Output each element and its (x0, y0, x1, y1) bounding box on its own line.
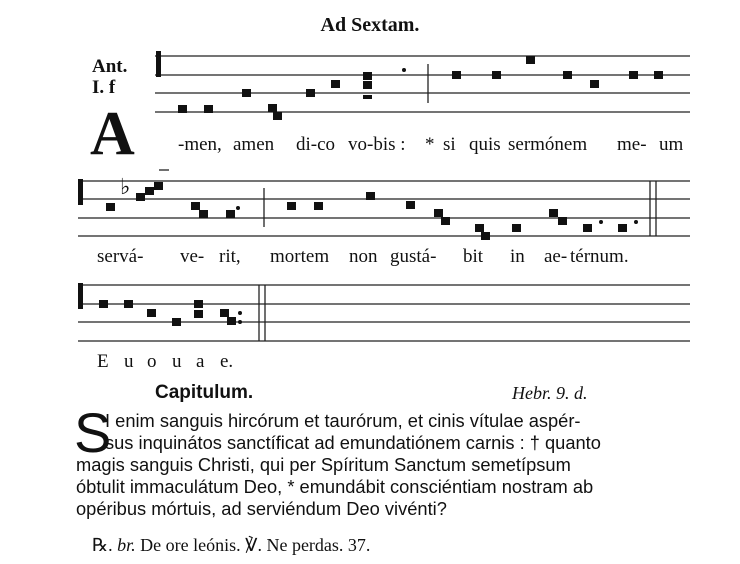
syllable: gustá- (390, 246, 437, 267)
syllable: ae- (544, 246, 568, 267)
syllable: * (425, 134, 435, 155)
capitulum-initial: S (74, 401, 112, 464)
syllable: rit, (219, 246, 241, 267)
syllable: um (659, 134, 684, 155)
capitulum-line: magis sanguis Christi, qui per Spíritum Sanctum semetípsum (76, 454, 571, 475)
capitulum-line: óbtulit immaculátum Deo, * emundábit consciéntiam nostram ab (76, 476, 594, 497)
capitulum-line: opéribus mórtuis, ad serviéndum Deo vivénti? (76, 498, 447, 519)
syllable: térnum. (570, 246, 629, 267)
capitulum-line: sus inquinátos sanctíficat ad emundatiónem carnis : † quanto (105, 432, 601, 453)
capitulum-heading: Capitulum. (155, 382, 254, 403)
syllable: quis (469, 134, 501, 155)
syllable: servá- (97, 246, 144, 267)
capitulum-line: I enim sanguis hircórum et taurórum, et cinis vítulae aspér- (105, 410, 581, 431)
syllable: u (124, 351, 134, 372)
short-responsory (92, 535, 370, 556)
syllable: E (97, 351, 109, 372)
syllable: -men, (178, 134, 222, 155)
response-symbol: ℞. (92, 535, 113, 555)
syllable: a (196, 351, 205, 372)
syllable: amen (233, 134, 275, 155)
antiphon-label-text: Ant. (92, 56, 128, 77)
syllable: non (349, 246, 378, 267)
syllable: o (147, 351, 157, 372)
versicle-symbol: ℣. (245, 535, 262, 555)
syllable: bit (463, 246, 484, 267)
response-text: De ore leónis. (140, 535, 241, 555)
brevis-label: br. (117, 535, 136, 555)
lyrics-line-3 (0, 351, 740, 375)
syllable: di-co (296, 134, 336, 155)
do-clef-icon (78, 283, 83, 309)
syllable: me- (617, 134, 647, 155)
syllable: vo-bis : (348, 134, 406, 155)
syllable: ve- (180, 246, 205, 267)
syllable: e. (220, 351, 234, 372)
syllable: in (510, 246, 525, 267)
syllable: sermónem (508, 134, 588, 155)
antiphon-mode: I. f (92, 77, 116, 98)
syllable: si (443, 134, 456, 155)
antiphon-initial: A (90, 100, 135, 168)
syllable: mortem (270, 246, 330, 267)
capitulum-reference: Hebr. 9. d. (512, 383, 588, 403)
versicle-text: Ne perdas. 37. (266, 535, 371, 555)
page-title: Ad Sextam. (320, 14, 420, 36)
syllable: u (172, 351, 182, 372)
flat-sign-icon: ♭ (120, 174, 131, 199)
